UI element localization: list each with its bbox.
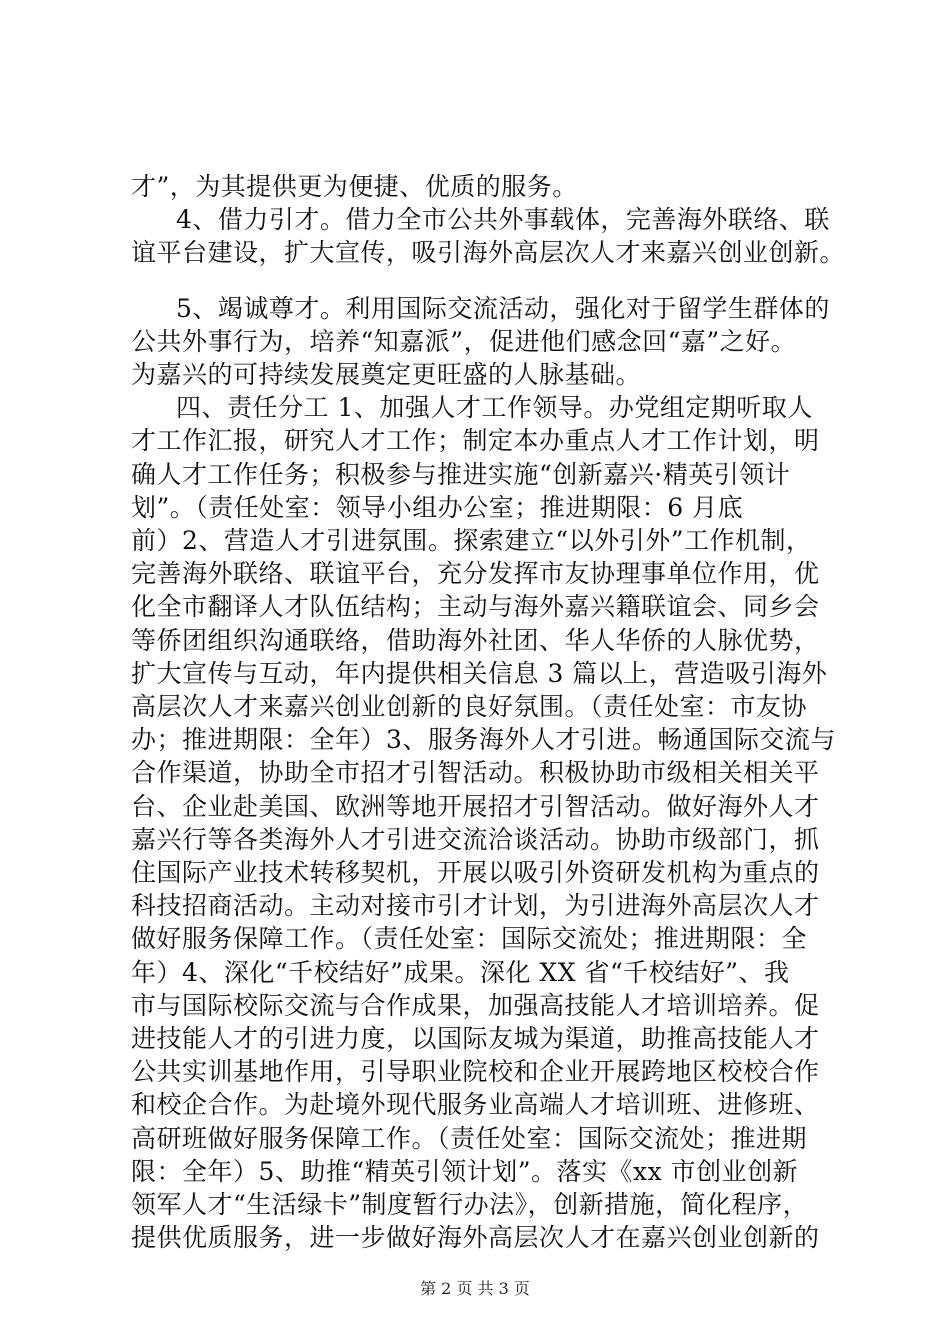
text-line: 前）2、营造人才引进氛围。探索建立“以外引外”工作机制， (131, 526, 812, 555)
text-line: 限：全年）5、助推“精英引领计划”。落实《xx 市创业创新 (131, 1156, 799, 1186)
text-line: 4、借力引才。借力全市公共外事载体，完善海外联络、联 (176, 205, 830, 235)
text-line: 领军人才“生活绿卡”制度暂行办法》，创新措施，简化程序， (131, 1190, 809, 1219)
text-line: 科技招商活动。主动对接市引才计划，为引进海外高层次人才 (131, 891, 820, 921)
text-line: 为嘉兴的可持续发展奠定更旺盛的人脉基础。 (131, 360, 642, 389)
text-line: 年）4、深化“千校结好”成果。深化 XX 省“千校结好”、我 (131, 957, 790, 987)
text-line: 完善海外联络、联谊平台，充分发挥市友协理事单位作用，优 (131, 559, 820, 589)
text-line: 确人才工作任务；积极参与推进实施“创新嘉兴·精英引领计 (131, 459, 791, 489)
text-line: 公共实训基地作用，引导职业院校和企业开展跨地区校校合作 (131, 1057, 820, 1087)
text-line: 和校企合作。为赴境外现代服务业高端人才培训班、进修班、 (131, 1090, 820, 1120)
text-line: 嘉兴行等各类海外人才引进交流洽谈活动。协助市级部门，抓 (131, 824, 820, 854)
text-line: 住国际产业技术转移契机，开展以吸引外资研发机构为重点的 (131, 858, 820, 887)
text-line: 5、竭诚尊才。利用国际交流活动，强化对于留学生群体的 (176, 293, 830, 323)
text-line: 谊平台建设，扩大宣传，吸引海外高层次人才来嘉兴创业创新。 (131, 238, 846, 268)
text-line: 四、责任分工 1、加强人才工作领导。办党组定期听取人 (176, 393, 813, 423)
text-line: 合作渠道，协助全市招才引智活动。积极协助市级相关相关平 (131, 758, 820, 788)
text-line: 市与国际校际交流与合作成果，加强高技能人才培训培养。促 (131, 990, 820, 1020)
text-line: 划”。（责任处室：领导小组办公室；推进期限：6 月底 (131, 492, 744, 522)
text-line: 提供优质服务，进一步做好海外高层次人才在嘉兴创业创新的 (131, 1223, 820, 1253)
text-line: 等侨团组织沟通联络，借助海外社团、华人华侨的人脉优势， (131, 625, 820, 655)
text-line: 才工作汇报，研究人才工作；制定本办重点人才工作计划，明 (131, 426, 820, 456)
text-line: 台、企业赴美国、欧洲等地开展招才引智活动。做好海外人才 (131, 791, 820, 821)
text-line: 才”，为其提供更为便捷、优质的服务。 (131, 172, 578, 201)
text-line: 做好服务保障工作。（责任处室：国际交流处；推进期限：全 (131, 924, 808, 954)
text-line: 进技能人才的引进力度，以国际友城为渠道，助推高技能人才 (131, 1024, 820, 1053)
text-line: 公共外事行为，培养“知嘉派”，促进他们感念回“嘉”之好。 (131, 326, 797, 356)
text-line: 高研班做好服务保障工作。（责任处室：国际交流处；推进期 (131, 1123, 808, 1153)
text-line: 化全市翻译人才队伍结构；主动与海外嘉兴籍联谊会、同乡会 (131, 592, 820, 622)
page-number-footer: 第 2 页 共 3 页 (420, 1279, 530, 1298)
text-line: 高层次人才来嘉兴创业创新的良好氛围。（责任处室：市友协 (131, 692, 808, 721)
text-line: 扩大宣传与互动，年内提供相关信息 3 篇以上，营造吸引海外 (131, 658, 828, 688)
text-line: 办；推进期限：全年）3、服务海外人才引进。畅通国际交流与 (131, 725, 836, 755)
